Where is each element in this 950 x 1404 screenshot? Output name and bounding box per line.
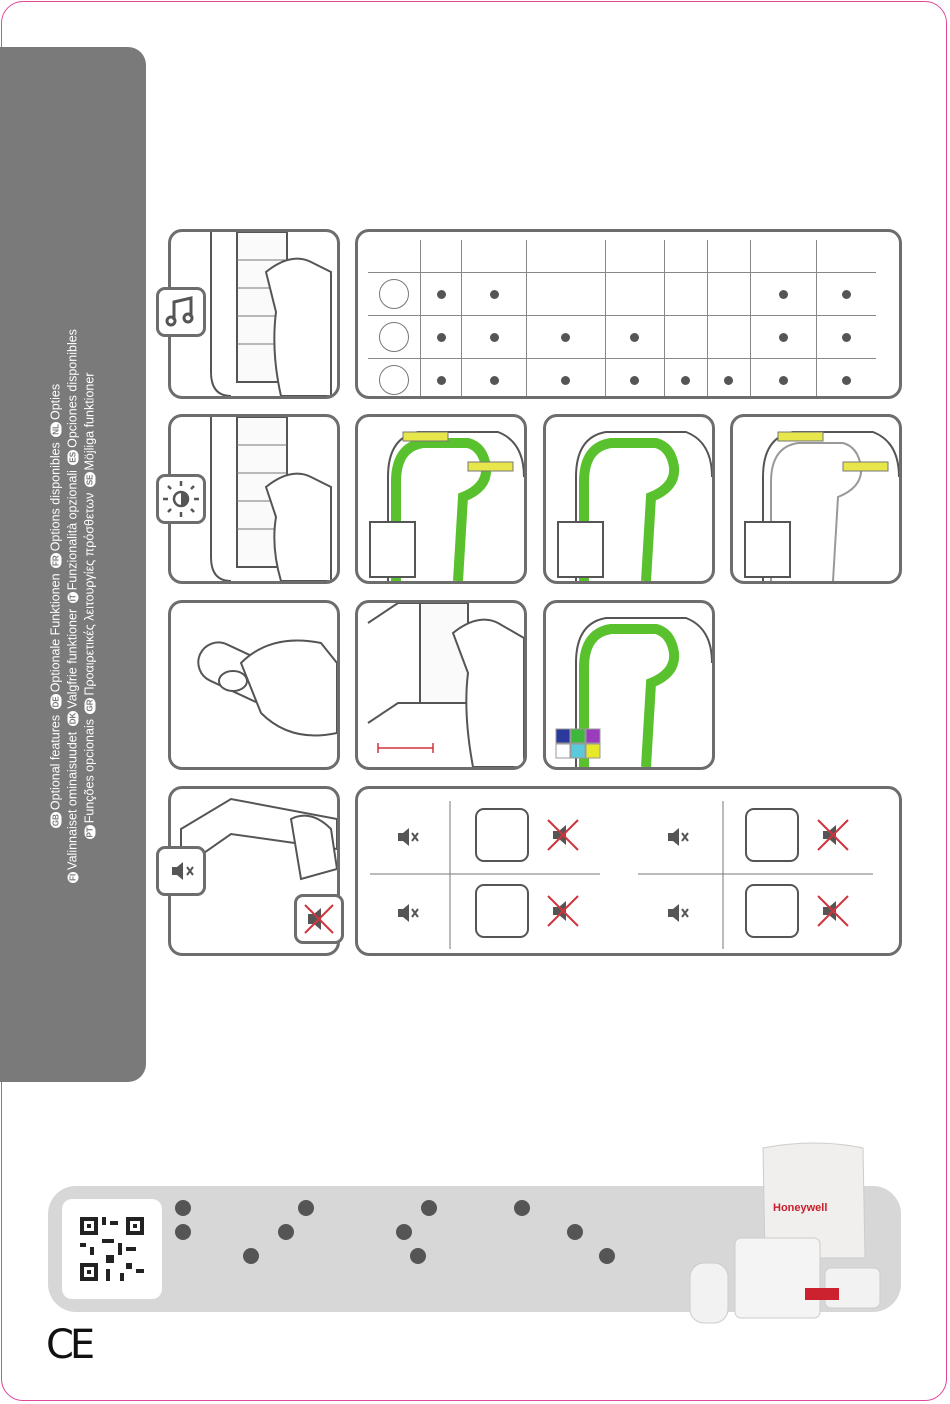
title-text: Options disponibles (48, 442, 63, 552)
lang-badge: NL (51, 424, 61, 435)
table-row (368, 359, 876, 400)
speaker-muted-icon (294, 894, 344, 944)
bullet-dot (243, 1248, 259, 1264)
pushbutton-drawing (171, 603, 337, 767)
pushbutton-illustration (168, 600, 340, 770)
lang-badge: DK (68, 712, 78, 725)
supported-dot (779, 333, 788, 342)
supported-dot (437, 376, 446, 385)
lang-badge: DE (51, 696, 61, 708)
mute-option (668, 885, 848, 937)
table-cell (707, 273, 750, 316)
table-cell (665, 359, 708, 400)
title-text: Opties (48, 383, 63, 421)
mute-options-panel (355, 786, 902, 956)
title-line-1 (48, 227, 65, 987)
bullet-dot (175, 1224, 191, 1240)
table-cell (527, 273, 605, 316)
mute-option (398, 809, 578, 861)
brand-logo: Honeywell (773, 1202, 828, 1214)
mute-option (668, 809, 848, 861)
title-text: Funções opcionais (82, 719, 97, 824)
title-text: Προαιρετικές λειτουργίες πρόσθετων (82, 492, 97, 696)
lang-badge: GR (85, 699, 95, 712)
qr-code (62, 1199, 162, 1299)
table-cell (707, 316, 750, 359)
supported-dot (490, 333, 499, 342)
lang-badge: ES (68, 451, 78, 463)
bullet-dot (298, 1200, 314, 1216)
bullet-dot (410, 1248, 426, 1264)
supported-dot (842, 376, 851, 385)
title-text: Optional features (48, 714, 63, 811)
bullet-dot (278, 1224, 294, 1240)
supported-dot (490, 376, 499, 385)
lang-badge: IT (68, 594, 78, 602)
table-cell (421, 316, 462, 359)
color-swatch (556, 744, 570, 758)
title-text: Opciones disponibles (65, 329, 80, 448)
melody-options-table (355, 229, 902, 399)
title-line-2 (65, 227, 82, 987)
table-cell (527, 316, 605, 359)
chime-light-drawing (358, 417, 524, 581)
color-swatch (586, 744, 600, 758)
chime-light-drawing (733, 417, 899, 581)
color-swatch (556, 729, 570, 743)
chime-light-drawing (546, 417, 712, 581)
ce-mark: CE (46, 1322, 92, 1368)
supported-dot (779, 290, 788, 299)
light-mode-ring (543, 414, 715, 584)
table-header-row (368, 240, 876, 273)
product-photo (685, 1138, 895, 1333)
table-cell (817, 273, 876, 316)
supported-dot (681, 376, 690, 385)
light-icon (156, 474, 206, 524)
title-text: Valinnaiset ominaisuudet (65, 731, 80, 870)
melody-table (368, 240, 876, 399)
supported-dot (437, 333, 446, 342)
bullet-dot (396, 1224, 412, 1240)
supported-dot (724, 376, 733, 385)
table-cell (750, 316, 817, 359)
table-cell (665, 273, 708, 316)
bullet-dot (599, 1248, 615, 1264)
lang-badge: PT (85, 827, 95, 838)
table-cell (462, 273, 527, 316)
hold-drawing (358, 603, 524, 767)
supported-dot (630, 333, 639, 342)
table-cell (605, 273, 665, 316)
table-cell (750, 273, 817, 316)
table-cell (421, 359, 462, 400)
color-select-illustration (543, 600, 715, 770)
light-mode-both (355, 414, 527, 584)
supported-dot (630, 376, 639, 385)
table-cell (707, 359, 750, 400)
mute-option (398, 885, 578, 937)
sidebar-title (48, 227, 99, 987)
mute-options-drawing (358, 789, 899, 953)
supported-dot (842, 290, 851, 299)
title-text: Möjliga funktioner (82, 372, 97, 471)
supported-dot (779, 376, 788, 385)
color-swatch (571, 744, 585, 758)
bullet-dot (514, 1200, 530, 1216)
color-swatches (556, 729, 600, 758)
title-text: Valgfrie funktioner (65, 608, 80, 709)
chime-color-drawing (546, 603, 712, 767)
table-cell (665, 316, 708, 359)
light-mode-top (730, 414, 902, 584)
hold-button-illustration (355, 600, 527, 770)
color-swatch (571, 729, 585, 743)
table-cell (462, 359, 527, 400)
bullet-dot (567, 1224, 583, 1240)
supported-dot (842, 333, 851, 342)
lang-badge: FR (51, 555, 61, 566)
title-line-3 (82, 227, 99, 987)
lang-badge: SE (85, 474, 95, 486)
sidebar (0, 47, 146, 1082)
table-cell (462, 316, 527, 359)
color-swatch (586, 729, 600, 743)
bullet-dot (175, 1200, 191, 1216)
table-cell (605, 316, 665, 359)
table-cell (527, 359, 605, 400)
lang-badge: GB (51, 814, 61, 827)
table-row (368, 316, 876, 359)
supported-dot (490, 290, 499, 299)
bullet-dot (421, 1200, 437, 1216)
music-note-icon (379, 322, 409, 352)
title-text: Optionale Funktionen (48, 573, 63, 693)
title-text: Funzionalità opzionali (65, 470, 80, 591)
music-note-icon (379, 279, 409, 309)
music-note-icon (379, 365, 409, 395)
table-row (368, 273, 876, 316)
table-cell (421, 273, 462, 316)
table-cell (750, 359, 817, 400)
supported-dot (437, 290, 446, 299)
supported-dot (561, 376, 570, 385)
music-icon (156, 287, 206, 337)
lang-badge: FI (68, 873, 78, 881)
table-cell (817, 359, 876, 400)
supported-dot (561, 333, 570, 342)
table-cell (817, 316, 876, 359)
mute-icon (156, 846, 206, 896)
table-cell (605, 359, 665, 400)
